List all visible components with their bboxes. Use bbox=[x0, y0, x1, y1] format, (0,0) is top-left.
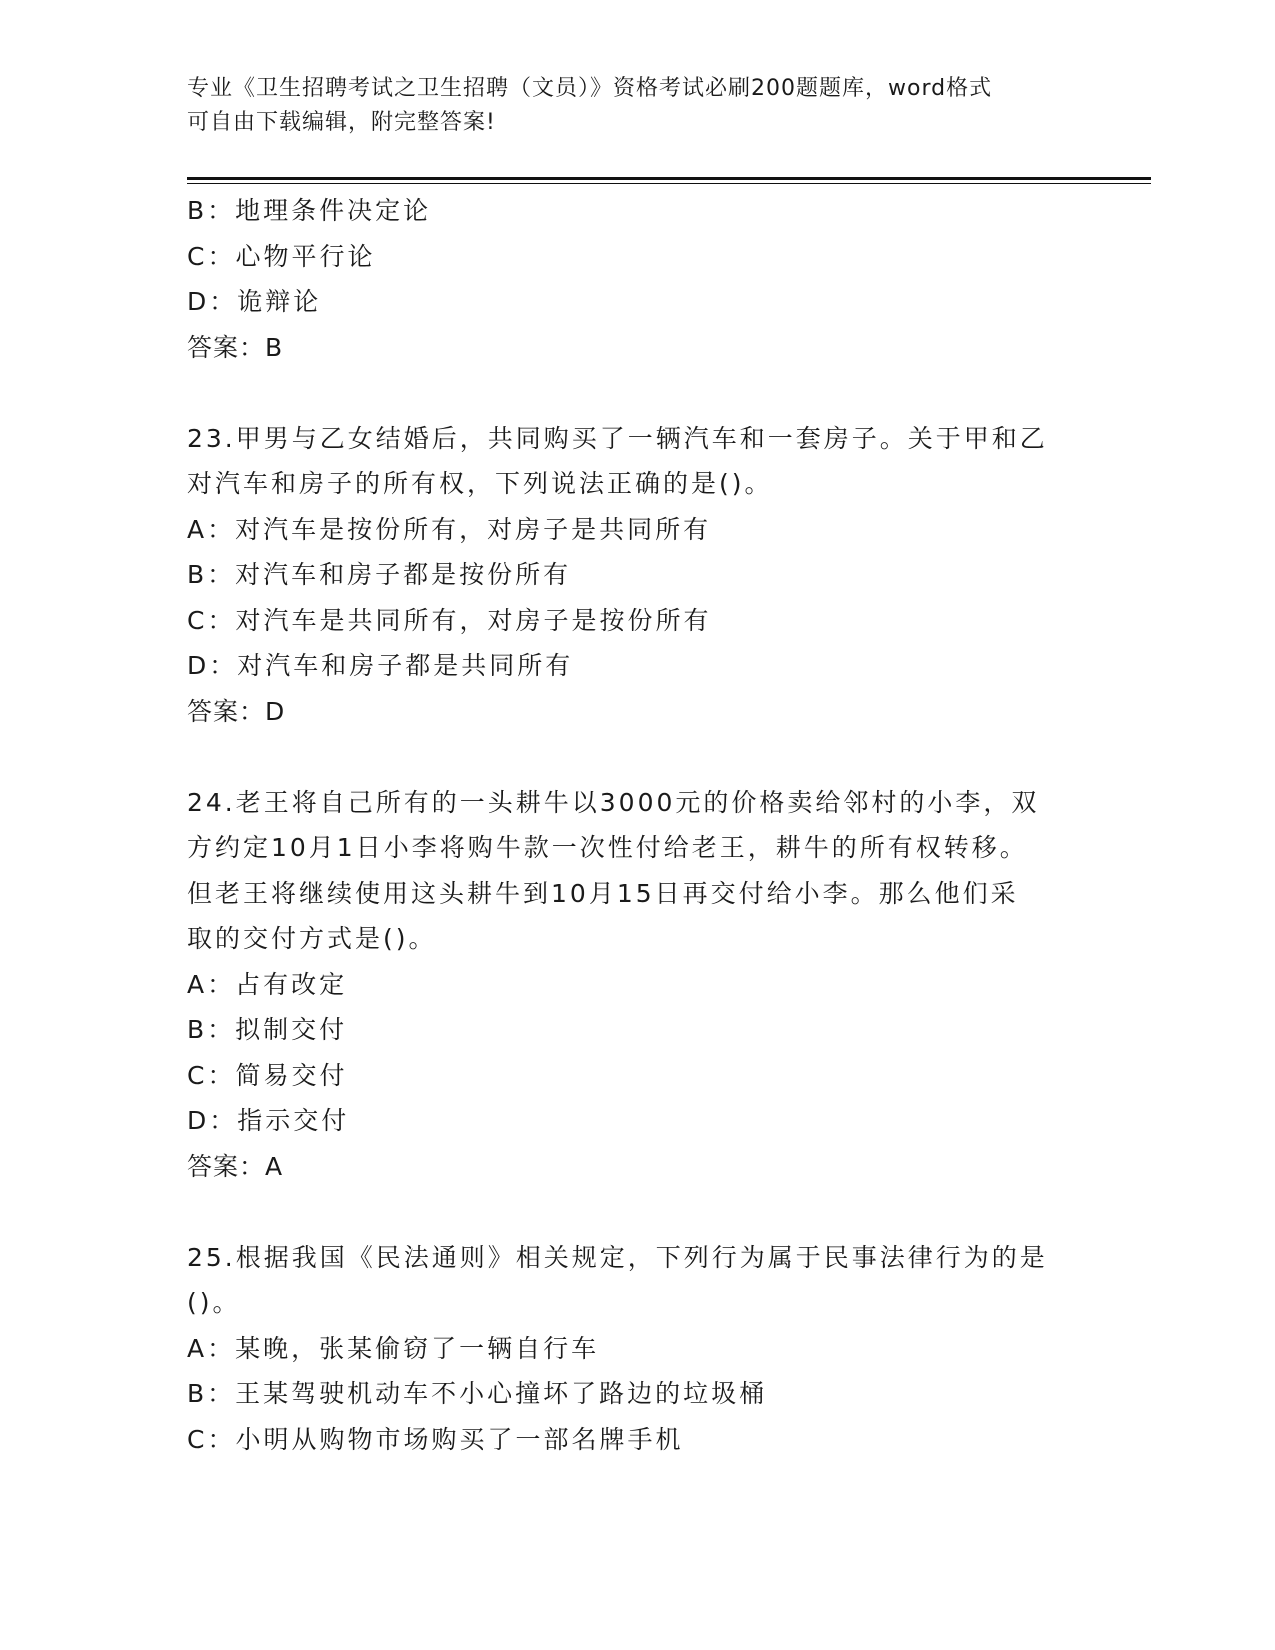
question-text-line: 取的交付方式是()。 bbox=[187, 924, 437, 953]
header-rule-thick bbox=[187, 177, 1151, 180]
document-header bbox=[187, 72, 1087, 140]
spacer bbox=[187, 370, 1087, 416]
question-text-line: ()。 bbox=[187, 1288, 241, 1317]
option-a: A：某晚，张某偷窃了一辆自行车 bbox=[187, 1333, 600, 1363]
question-text-line: 23.甲男与乙女结婚后，共同购买了一辆汽车和一套房子。关于甲和乙 bbox=[187, 423, 1048, 453]
option-c: C：对汽车是共同所有，对房子是按份所有 bbox=[187, 605, 712, 635]
answer-line: 答案：B bbox=[187, 332, 284, 362]
header-title-line-1: 专业《卫生招聘考试之卫生招聘（文员）》资格考试必刷200题题库，word格式 bbox=[187, 76, 993, 101]
option-b: B：地理条件决定论 bbox=[187, 196, 432, 225]
spacer bbox=[187, 1189, 1087, 1235]
option-d: D：指示交付 bbox=[187, 1106, 350, 1135]
option-b: B：对汽车和房子都是按份所有 bbox=[187, 560, 572, 589]
question-text-line: 24.老王将自己所有的一头耕牛以3000元的价格卖给邻村的小李，双 bbox=[187, 787, 1040, 817]
answer-line: 答案：A bbox=[187, 1151, 284, 1181]
option-d: D：诡辩论 bbox=[187, 287, 322, 316]
spacer bbox=[187, 734, 1087, 780]
question-22-continued bbox=[187, 188, 1087, 370]
option-d: D：对汽车和房子都是共同所有 bbox=[187, 651, 574, 680]
option-b: B：王某驾驶机动车不小心撞坏了路边的垃圾桶 bbox=[187, 1379, 768, 1408]
document-body bbox=[187, 188, 1087, 1462]
question-23 bbox=[187, 416, 1087, 735]
question-text-line: 对汽车和房子的所有权，下列说法正确的是()。 bbox=[187, 469, 773, 498]
header-rule-thin bbox=[187, 183, 1151, 184]
option-a: A：占有改定 bbox=[187, 969, 348, 999]
question-text-line: 方约定10月1日小李将购牛款一次性付给老王，耕牛的所有权转移。 bbox=[187, 833, 1028, 862]
question-25 bbox=[187, 1235, 1087, 1463]
question-text-line: 但老王将继续使用这头耕牛到10月15日再交付给小李。那么他们采 bbox=[187, 878, 1019, 908]
header-title-line-2: 可自由下载编辑，附完整答案! bbox=[187, 110, 496, 135]
option-c: C：心物平行论 bbox=[187, 241, 376, 271]
answer-line: 答案：D bbox=[187, 696, 286, 726]
option-a: A：对汽车是按份所有，对房子是共同所有 bbox=[187, 514, 712, 544]
option-c: C：小明从购物市场购买了一部名牌手机 bbox=[187, 1424, 684, 1454]
question-24 bbox=[187, 780, 1087, 1190]
option-b: B：拟制交付 bbox=[187, 1015, 348, 1044]
option-c: C：简易交付 bbox=[187, 1060, 348, 1090]
question-text-line: 25.根据我国《民法通则》相关规定，下列行为属于民事法律行为的是 bbox=[187, 1242, 1048, 1272]
